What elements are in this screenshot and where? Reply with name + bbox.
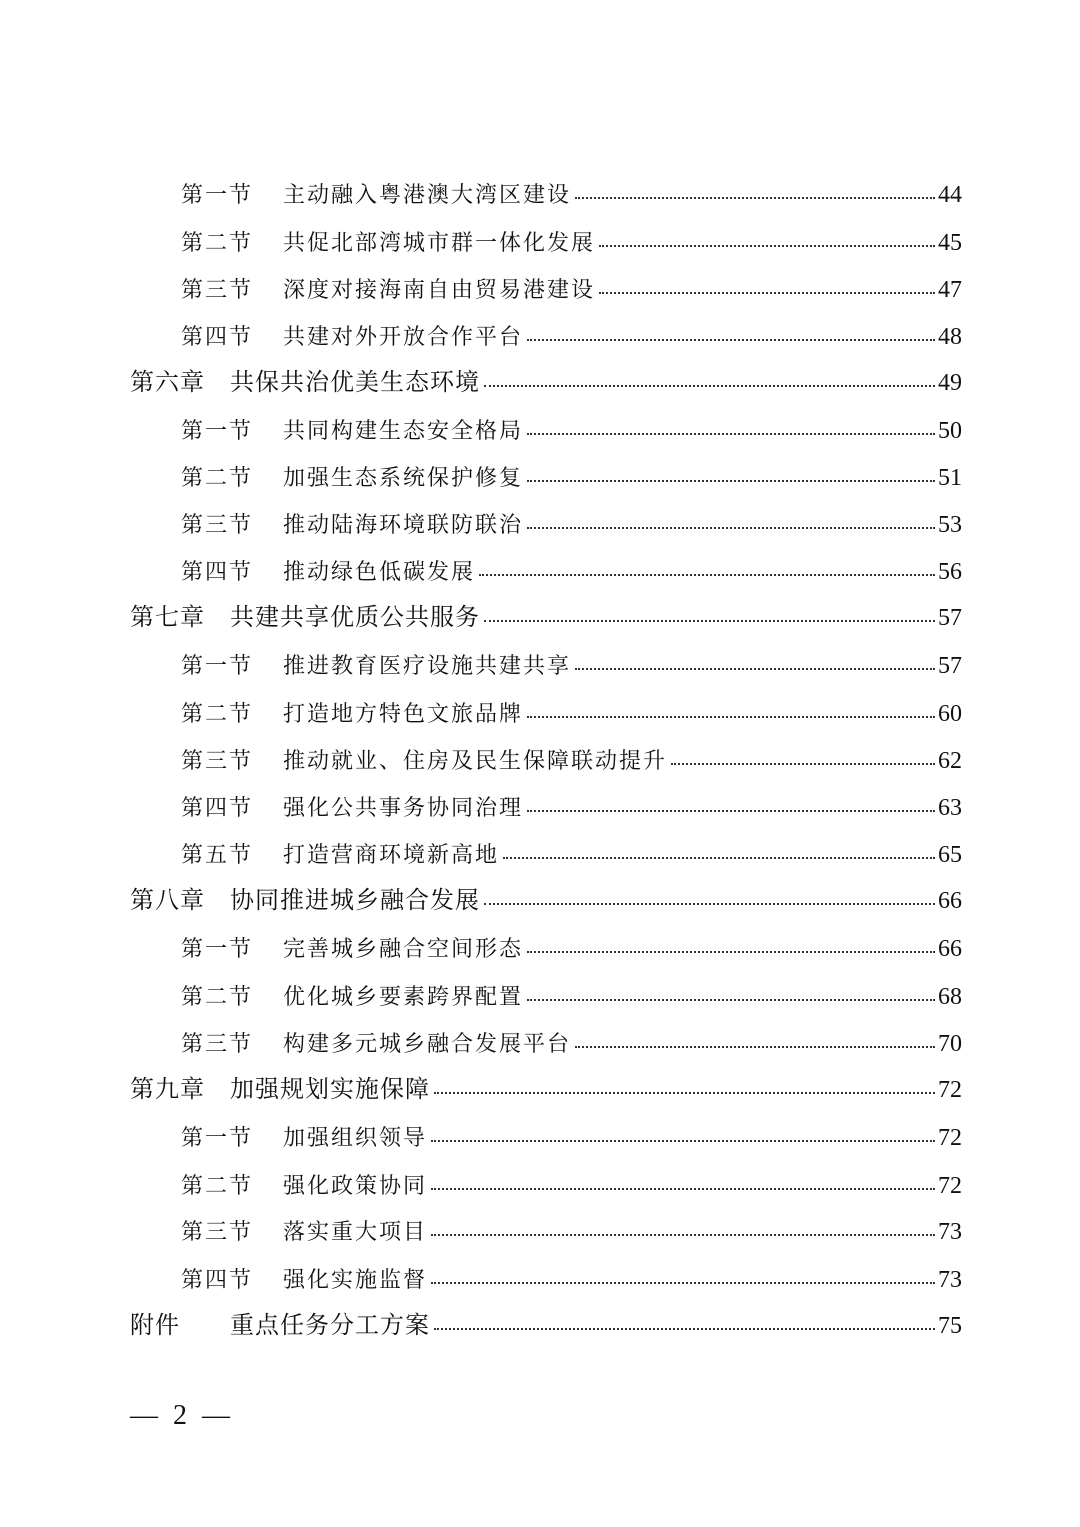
toc-entry-number: 第一节 — [181, 183, 254, 208]
toc-section-entry — [181, 178, 962, 209]
toc-entry-page: 62 — [938, 748, 962, 774]
toc-chapter-entry — [130, 1305, 962, 1340]
toc-entry-number: 第九章 — [130, 1075, 205, 1103]
toc-entry-title: 推动绿色低碳发展 — [283, 560, 476, 585]
toc-dot-leader — [527, 950, 935, 953]
toc-dot-leader — [484, 902, 935, 905]
toc-entry-page: 72 — [938, 1125, 962, 1151]
toc-dot-leader — [575, 1045, 935, 1048]
toc-entry-title: 强化实施监督 — [283, 1268, 428, 1293]
toc-entry-page: 75 — [938, 1313, 962, 1339]
toc-section-entry — [181, 1121, 962, 1152]
toc-section-entry — [181, 414, 962, 445]
toc-entry-number: 附件 — [130, 1311, 180, 1339]
toc-entry-number: 第三节 — [181, 1220, 254, 1245]
toc-section-entry — [181, 461, 962, 492]
toc-entry-page: 72 — [938, 1077, 962, 1103]
toc-entry-title: 加强规划实施保障 — [230, 1075, 430, 1103]
toc-entry-number: 第一节 — [181, 1126, 254, 1151]
toc-entry-page: 66 — [938, 888, 962, 914]
toc-entry-number: 第三节 — [181, 278, 254, 303]
toc-entry-number: 第二节 — [181, 985, 254, 1010]
toc-entry-number: 第二节 — [181, 702, 254, 727]
toc-entry-title: 打造地方特色文旅品牌 — [283, 702, 524, 727]
toc-entry-page: 73 — [938, 1219, 962, 1245]
toc-entry-title: 优化城乡要素跨界配置 — [283, 985, 524, 1010]
toc-dot-leader — [575, 667, 935, 670]
toc-entry-number: 第一节 — [181, 419, 254, 444]
toc-entry-title: 共保共治优美生态环境 — [230, 368, 480, 396]
toc-dot-leader — [599, 244, 935, 247]
toc-entry-page: 60 — [938, 701, 962, 727]
toc-dot-leader — [431, 1233, 935, 1236]
toc-section-entry — [181, 1215, 962, 1246]
toc-entry-number: 第一节 — [181, 654, 254, 679]
toc-entry-title: 共同构建生态安全格局 — [283, 419, 524, 444]
toc-section-entry — [181, 1169, 962, 1200]
toc-entry-page: 45 — [938, 230, 962, 256]
toc-entry-number: 第三节 — [181, 1032, 254, 1057]
toc-entry-page: 65 — [938, 842, 962, 868]
toc-entry-title: 深度对接海南自由贸易港建设 — [283, 278, 596, 303]
toc-entry-number: 第三节 — [181, 749, 254, 774]
toc-section-entry — [181, 649, 962, 680]
toc-entry-title: 强化政策协同 — [283, 1174, 428, 1199]
toc-dot-leader — [434, 1091, 935, 1094]
toc-entry-number: 第七章 — [130, 603, 205, 631]
toc-chapter-entry — [130, 597, 962, 632]
toc-entry-title: 加强生态系统保护修复 — [283, 466, 524, 491]
toc-entry-title: 共建对外开放合作平台 — [283, 325, 524, 350]
toc-chapter-entry — [130, 880, 962, 915]
toc-dot-leader — [599, 291, 935, 294]
toc-dot-leader — [484, 384, 935, 387]
toc-entry-number: 第八章 — [130, 886, 205, 914]
toc-entry-page: 57 — [938, 605, 962, 631]
toc-entry-number: 第六章 — [130, 368, 205, 396]
toc-section-entry — [181, 508, 962, 539]
toc-entry-number: 第二节 — [181, 231, 254, 256]
toc-section-entry — [181, 980, 962, 1011]
toc-chapter-entry — [130, 362, 962, 397]
toc-section-entry — [181, 791, 962, 822]
toc-entry-page: 50 — [938, 418, 962, 444]
toc-dot-leader — [431, 1281, 935, 1284]
toc-entry-number: 第一节 — [181, 937, 254, 962]
toc-entry-title: 主动融入粤港澳大湾区建设 — [283, 183, 572, 208]
toc-section-entry — [181, 273, 962, 304]
toc-entry-title: 打造营商环境新高地 — [283, 843, 500, 868]
toc-entry-title: 构建多元城乡融合发展平台 — [283, 1032, 572, 1057]
toc-entry-page: 66 — [938, 936, 962, 962]
toc-dot-leader — [431, 1139, 935, 1142]
toc-entry-page: 73 — [938, 1267, 962, 1293]
toc-entry-number: 第二节 — [181, 1174, 254, 1199]
toc-entry-title: 重点任务分工方案 — [230, 1311, 430, 1339]
toc-entry-page: 70 — [938, 1031, 962, 1057]
toc-dot-leader — [484, 619, 935, 622]
page-number: — 2 — — [130, 1400, 234, 1431]
toc-dot-leader — [527, 479, 935, 482]
toc-section-entry — [181, 555, 962, 586]
toc-dot-leader — [503, 856, 935, 859]
toc-entry-title: 加强组织领导 — [283, 1126, 428, 1151]
toc-entry-page: 47 — [938, 277, 962, 303]
toc-entry-title: 推进教育医疗设施共建共享 — [283, 654, 572, 679]
toc-entry-page: 51 — [938, 465, 962, 491]
toc-entry-title: 共建共享优质公共服务 — [230, 603, 480, 631]
toc-entry-title: 推动就业、住房及民生保障联动提升 — [283, 749, 668, 774]
toc-entry-title: 完善城乡融合空间形态 — [283, 937, 524, 962]
toc-dot-leader — [434, 1327, 935, 1330]
toc-entry-page: 68 — [938, 984, 962, 1010]
toc-entry-number: 第四节 — [181, 796, 254, 821]
toc-dot-leader — [527, 715, 935, 718]
toc-section-entry — [181, 226, 962, 257]
toc-entry-number: 第四节 — [181, 560, 254, 585]
toc-entry-title: 落实重大项目 — [283, 1220, 428, 1245]
toc-entry-page: 48 — [938, 324, 962, 350]
toc-dot-leader — [575, 196, 935, 199]
toc-entry-number: 第三节 — [181, 513, 254, 538]
toc-dot-leader — [527, 998, 935, 1001]
toc-entry-title: 推动陆海环境联防联治 — [283, 513, 524, 538]
toc-dot-leader — [527, 432, 935, 435]
toc-section-entry — [181, 1263, 962, 1294]
toc-dot-leader — [671, 762, 935, 765]
toc-entry-number: 第五节 — [181, 843, 254, 868]
toc-entry-page: 44 — [938, 182, 962, 208]
toc-dot-leader — [527, 338, 935, 341]
toc-section-entry — [181, 744, 962, 775]
toc-dot-leader — [479, 573, 935, 576]
toc-dot-leader — [527, 809, 935, 812]
toc-chapter-entry — [130, 1069, 962, 1104]
toc-entry-title: 强化公共事务协同治理 — [283, 796, 524, 821]
toc-dot-leader — [431, 1187, 935, 1190]
toc-entry-page: 72 — [938, 1173, 962, 1199]
toc-section-entry — [181, 697, 962, 728]
toc-dot-leader — [527, 526, 935, 529]
toc-entry-number: 第四节 — [181, 325, 254, 350]
toc-entry-page: 63 — [938, 795, 962, 821]
toc-section-entry — [181, 1027, 962, 1058]
toc-entry-page: 53 — [938, 512, 962, 538]
toc-entry-number: 第四节 — [181, 1268, 254, 1293]
toc-entry-page: 49 — [938, 370, 962, 396]
toc-section-entry — [181, 932, 962, 963]
toc-entry-title: 协同推进城乡融合发展 — [230, 886, 480, 914]
toc-entry-number: 第二节 — [181, 466, 254, 491]
toc-section-entry — [181, 838, 962, 869]
toc-entry-page: 57 — [938, 653, 962, 679]
toc-entry-title: 共促北部湾城市群一体化发展 — [283, 231, 596, 256]
toc-section-entry — [181, 320, 962, 351]
toc-entry-page: 56 — [938, 559, 962, 585]
